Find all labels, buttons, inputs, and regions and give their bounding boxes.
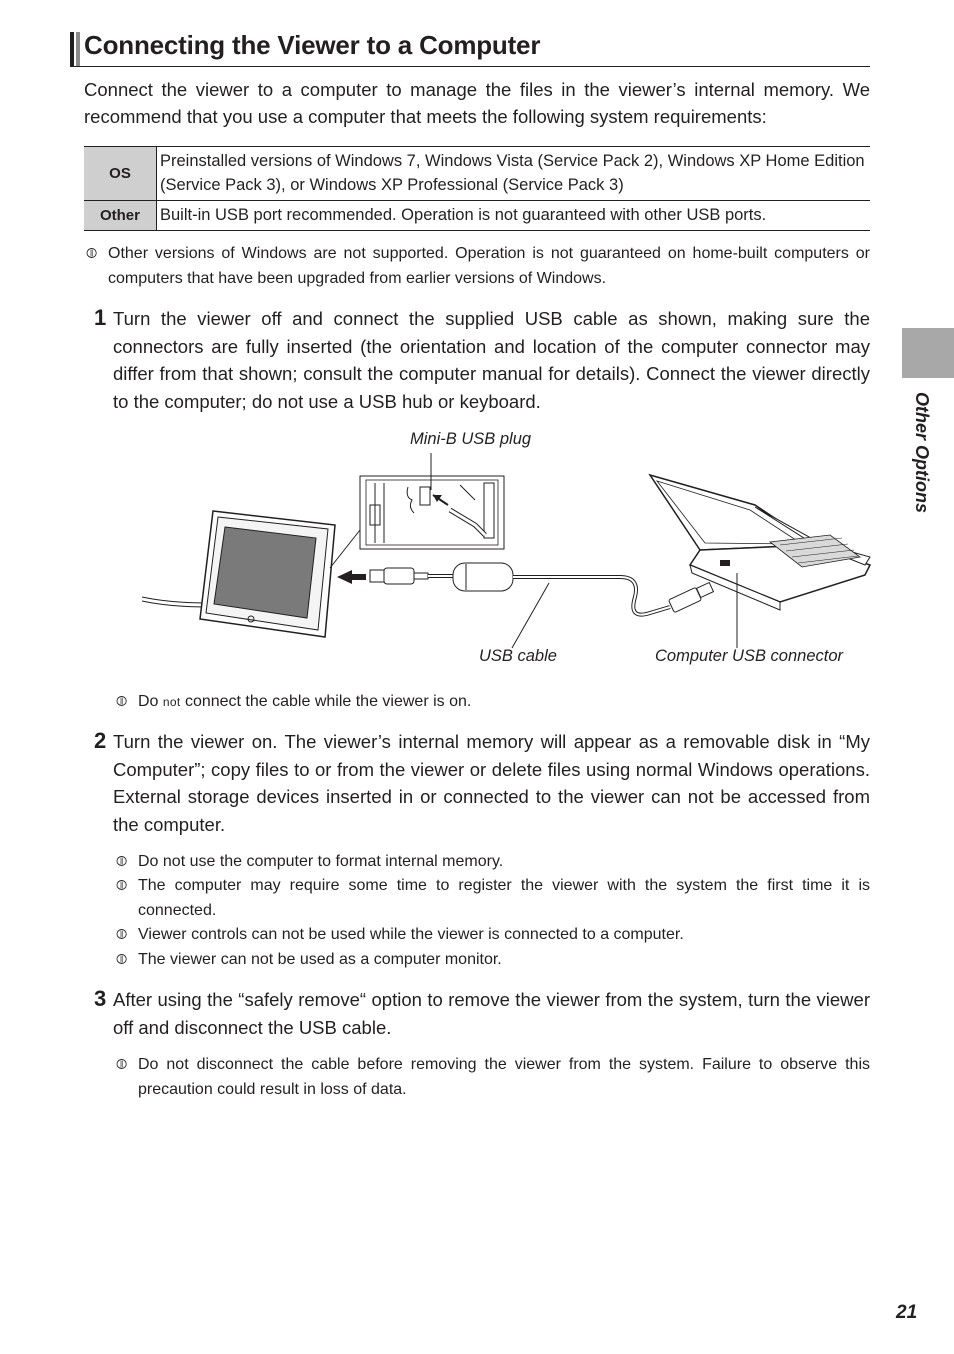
- label-computer-usb-connector: Computer USB connector: [655, 647, 844, 665]
- connection-diagram: [130, 425, 880, 675]
- intro-paragraph: Connect the viewer to a computer to manage the files in the viewer’s internal memory. We recommend that you use a computer that meets the following system requirements:: [84, 79, 870, 127]
- requirements-table: [84, 146, 870, 231]
- table-row: [84, 147, 870, 201]
- power-cable: [142, 597, 208, 603]
- step-text: Turn the viewer off and connect the supplied USB cable as shown, making sure the connectors are fully inserted (the orientation and location of the computer connector may differ from that shown; consult the computer manual for details). Connect the viewer directly to the computer; do not use a USB hub or keyboard.: [113, 308, 870, 412]
- note-text: The viewer can not be used as a computer monitor.: [138, 951, 502, 968]
- label-mini-b-plug: Mini-B USB plug: [410, 430, 532, 448]
- step-1-note: [116, 689, 870, 715]
- label-usb-cable: USB cable: [479, 647, 557, 665]
- step-3: [94, 986, 870, 1041]
- step-number: 1: [94, 305, 107, 330]
- step-2-note-4: [116, 947, 870, 972]
- requirement-key-other: Other: [84, 201, 157, 231]
- note-text: Do not use the computer to format internal memory.: [138, 853, 504, 870]
- section-tab-marker: [902, 328, 954, 378]
- step-2-note-2: [116, 873, 870, 923]
- step-text: Turn the viewer on. The viewer’s internal memory will appear as a removable disk in “My Computer”; copy files to or from the viewer or delete files using normal Windows operations. External storage devices inserted in or connected to the viewer can not be accessed from the computer.: [113, 731, 870, 835]
- caution-icon: ⦷: [116, 1056, 128, 1072]
- section-side-label: Other Options: [912, 392, 932, 513]
- caution-icon: ⦷: [116, 693, 128, 709]
- note-text: Other versions of Windows are not supported. Operation is not guaranteed on home-built computers or computers that have been upgraded from earlier versions of Windows.: [108, 245, 870, 287]
- requirements-note: [86, 241, 870, 291]
- caution-icon: ⦷: [86, 245, 98, 261]
- step-text: After using the “safely remove“ option to remove the viewer from the system, turn the viewer off and disconnect the USB cable.: [113, 989, 870, 1038]
- step-number: 3: [94, 986, 107, 1011]
- title-accent-gray: [76, 32, 80, 66]
- caution-icon: ⦷: [116, 853, 128, 869]
- caution-icon: ⦷: [116, 877, 128, 893]
- note-text: Do not disconnect the cable before removing the viewer from the system. Failure to observe this precaution could result in loss of data.: [138, 1056, 870, 1098]
- table-row: [84, 201, 870, 231]
- page-title: Connecting the Viewer to a Computer: [84, 30, 541, 60]
- laptop-illustration: [650, 475, 870, 610]
- photo-viewer-illustration: [200, 511, 335, 637]
- step-3-note-1: [116, 1052, 870, 1102]
- step-2-note-3: [116, 922, 870, 947]
- usb-cable-illustration: [370, 563, 713, 615]
- note-text: The computer may require some time to register the viewer with the system the first time it is connected.: [138, 877, 870, 919]
- page-number: 21: [896, 1302, 918, 1323]
- title-bar: [70, 32, 870, 67]
- connection-figure: [130, 425, 880, 675]
- requirement-key-os: OS: [84, 147, 157, 201]
- arrow-left-icon: [337, 570, 366, 584]
- caution-icon: ⦷: [116, 926, 128, 942]
- step-number: 2: [94, 728, 107, 753]
- title-accent-dark: [70, 32, 74, 66]
- step-2-note-1: [116, 849, 870, 874]
- step-2: [94, 728, 870, 838]
- inset-detail: [360, 476, 504, 549]
- note-text-pre: Do: [138, 693, 163, 710]
- note-text-emphasis: not: [162, 695, 181, 709]
- step-1: [94, 305, 870, 415]
- caution-icon: ⦷: [116, 951, 128, 967]
- requirement-value-os: Preinstalled versions of Windows 7, Windows Vista (Service Pack 2), Windows XP Home Edition (Service Pack 3), or Windows XP Professional (Service Pack 3): [157, 147, 871, 201]
- note-text-post: connect the cable while the viewer is on.: [180, 693, 472, 710]
- requirement-value-other: Built-in USB port recommended. Operation is not guaranteed with other USB ports.: [157, 201, 871, 231]
- note-text: Viewer controls can not be used while the viewer is connected to a computer.: [138, 926, 684, 943]
